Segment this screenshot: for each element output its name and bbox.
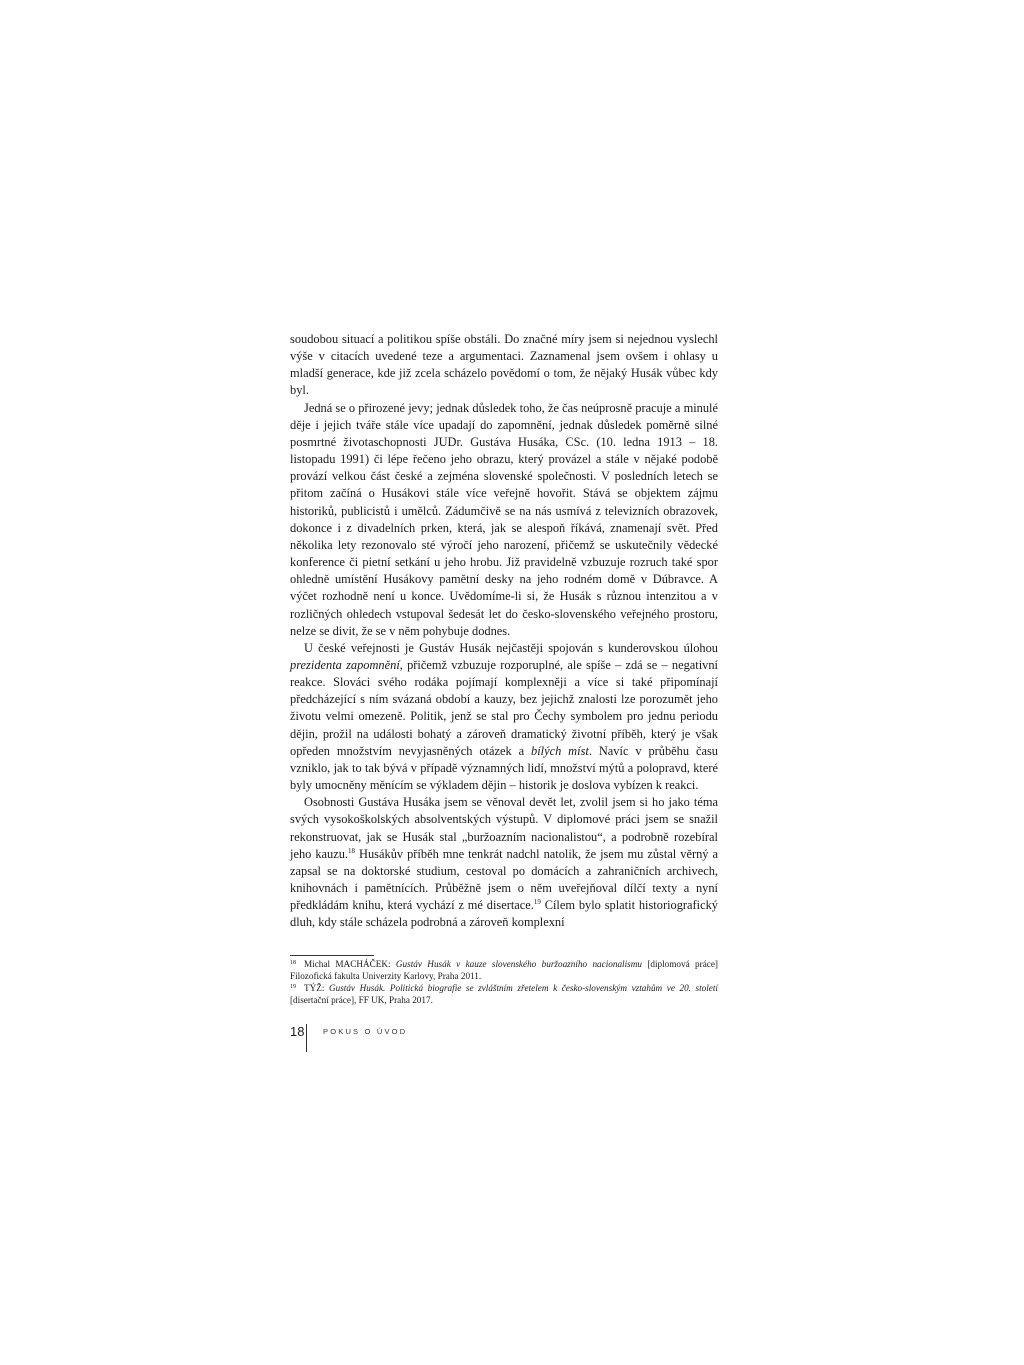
italic-phrase-bila-mista: bílých míst [531,743,589,758]
footnote-number: 18 [290,960,296,966]
running-head: POKUS O ÚVOD [323,1027,408,1036]
footnote-separator [290,955,374,956]
italic-phrase-prezident: prezidenta zapomnění [290,657,400,672]
footnote-ref-19[interactable]: 19 [533,898,541,907]
footnotes [290,958,718,1006]
footnote-title: Gustáv Husák v kauze slovenského buržoazního nacionalismu [395,959,642,969]
paragraph-3-part-b: , přičemž vzbuzuje rozporuplné, ale spíše – zdá se – negativní reakce. Slováci svého rodáka pojímají komplexněji a více si také připomínají předcházející s ním svázaná období a kauzy, bez jejichž znalosti lze porozumět jeho životu velmi omezeně. Politik, jenž se stal pro Čechy symbolem pro jednu periodu dějin, prožil na události bohatý a zároveň dramatický životní příběh, který je však opředen množstvím nevyjasněných otázek a [290,657,719,758]
footnote-ref-18[interactable]: 18 [348,846,356,855]
paragraph-3-part-c: . Navíc v průběhu času vzniklo, jak to tak bývá v případě významných lidí, množství mýtů a polopravd, které byly umocněny měnícím se výkladem dějin – historik je doslova vybízen k reakci. [290,743,718,793]
paragraph-2: Jedná se o přirozené jevy; jednak důsledek toho, že čas neúprosně pracuje a minulé děje i jejich tváře stále více upadají do zapomnění, jednak důsledek poměrně silné posmrtné životaschopnosti JUDr. Gustáva Husáka, CSc. (10. ledna 1913 – 18. listopadu 1991) či lépe řečeno jeho obrazu, který provázel a stále v nějaké podobě provází velkou část české a zejména slovenské společnosti. V posledních letech se přitom začíná o Husákovi stále více veřejně hovořit. Stává se objektem zájmu historiků, publicistů i umělců. Zádumčivě se na nás usmívá z televizních obrazovek, dokonce i z divadelních prken, která, jak se alespoň říkává, znamenají svět. Před několika lety rezonovalo sté výročí jeho narození, přičemž se uskutečnily vědecké konference či pietní setkání u jeho hrobu. Již pravidelně vzbuzuje rozruch také spor ohledně umístění Husákovy pamětní desky na jeho rodném domě v Dúbravce. A výčet rozhodně není u konce. Uvědomíme-li si, že Husák s různou intenzitou a v rozličných ohledech vstupoval šedesát let do česko-slovenského veřejného prostoru, nelze se divit, že se v něm pohybuje dodnes. [290,400,718,638]
paragraph-3 [290,640,718,794]
paragraph-4-part-a: Osobnosti Gustáva Husáka jsem se věnoval devět let, zvolil jsem si ho jako téma svých vysokoškolských absolventských výstupů. V diplomové práci jsem se snažil rekonstruovat, jak se Husák stal „buržoazním nacionalistou“, a podrobně rozebíral jeho kauzu. [290,795,718,861]
paragraph-4 [290,794,718,931]
paragraph-4-part-c: Cílem bylo splatit historiografický dluh, kdy stále scházela podrobná a zároveň komplexní [290,898,718,930]
footnote-author: TÝŽ: [304,983,329,993]
footnote-author: Michal MACHÁČEK: [304,959,396,969]
paragraph-3-part-a: U české veřejnosti je Gustáv Husák nejčastěji spojován s kunderovskou úlohou [304,640,718,655]
page-footer [290,1024,490,1052]
footnote-number: 19 [290,984,296,990]
footnote-19 [290,982,718,1006]
footnote-title: Gustáv Husák. Politická biografie se zvláštním zřetelem k česko-slovenským vztahům ve 20. století [328,983,718,993]
paragraph-1: soudobou situací a politikou spíše obstáli. Do značné míry jsem si nejednou vyslechl výše v citacích uvedené teze a argumentaci. Zaznamenal jsem ovšem i ohlasy u mladší generace, kde již zcela scházelo povědomí o tom, že nějaký Husák vůbec kdy byl. [290,332,718,398]
footer-divider [306,1024,307,1052]
footnote-details: [diplomová práce] Filozofická fakulta Univerzity Karlovy, Praha 2011. [290,959,718,981]
footnote-details: [disertační práce], FF UK, Praha 2017. [290,994,433,1005]
main-text [290,331,718,931]
footnote-18 [290,958,718,982]
paragraph-4-part-b: Husákův příběh mne tenkrát nadchl natolik, že jsem mu zůstal věrný a zapsal se na doktorské studium, cestoval po domácích a zahraničních archivech, knihovnách i pamětnících. Průběžně jsem o něm uveřejňoval dílčí texty a nyní předkládám knihu, která vychází z mé disertace. [290,846,718,913]
page-number: 18 [290,1024,305,1039]
